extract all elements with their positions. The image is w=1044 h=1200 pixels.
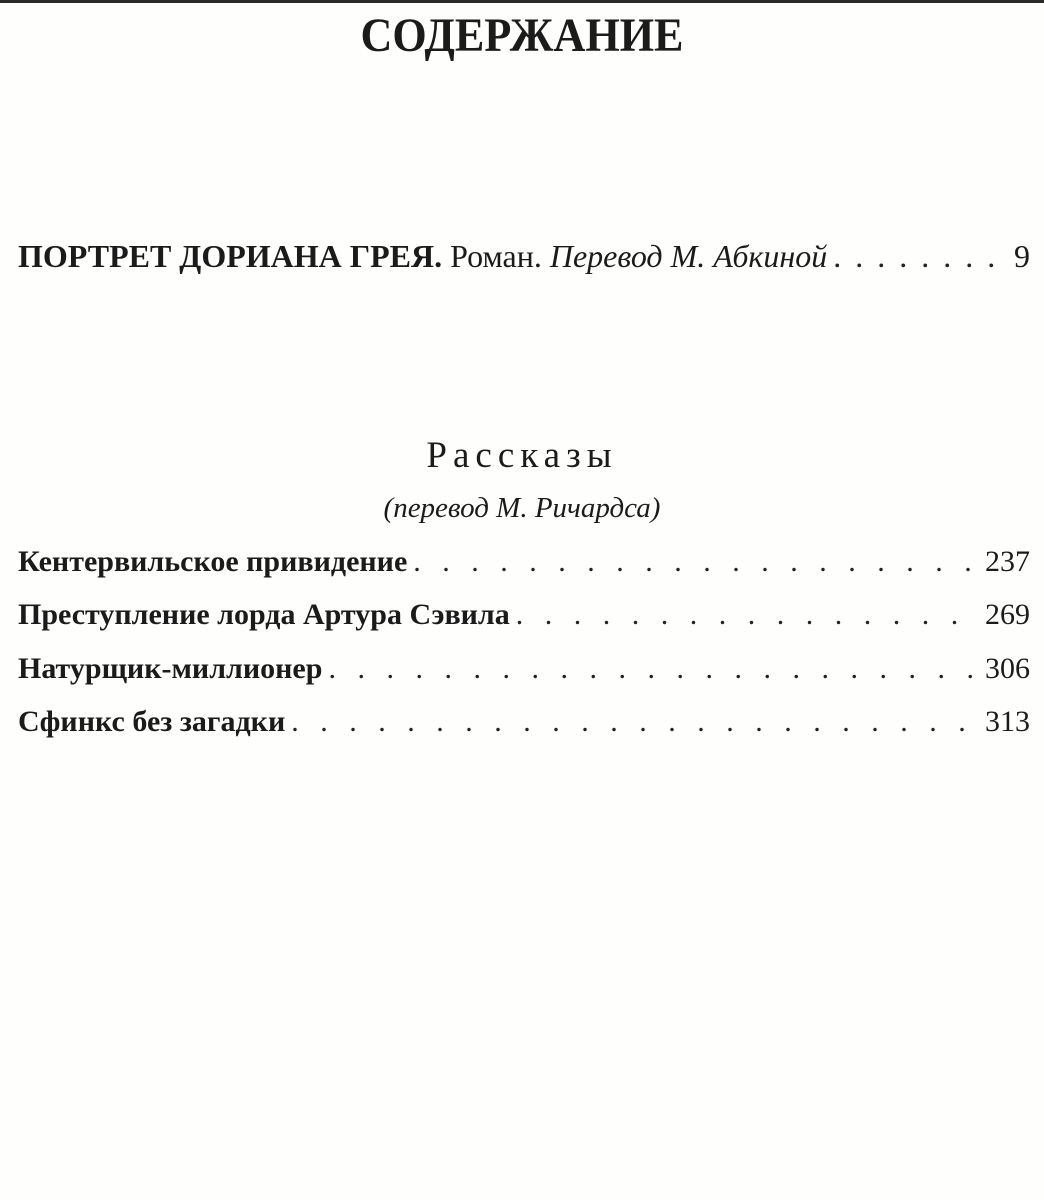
dot-leader (413, 545, 979, 579)
novel-genre: Роман. (450, 238, 542, 274)
page-number: 313 (985, 705, 1030, 738)
dot-leader (328, 652, 979, 686)
novel-title: ПОРТРЕТ ДОРИАНА ГРЕЯ. (18, 238, 443, 274)
page-title: СОДЕРЖАНИЕ (360, 9, 684, 62)
page-edge-divider (0, 0, 1044, 3)
section-translator-note: (перевод М. Ричардса) (383, 492, 661, 524)
page-number: 306 (985, 652, 1030, 685)
dot-leader (833, 238, 1008, 275)
page-number: 269 (985, 598, 1030, 631)
toc-entry-novel[interactable] (18, 238, 1030, 275)
story-title: Преступление лорда Артура Сэвила (18, 598, 510, 631)
dot-leader (291, 705, 979, 739)
toc-entry-story[interactable] (18, 705, 1030, 739)
toc-entry-story[interactable] (18, 598, 1030, 632)
dot-leader (516, 598, 979, 632)
story-title: Кентервильское привидение (18, 545, 408, 578)
story-title: Сфинкс без загадки (18, 705, 286, 738)
novel-translator: Перевод М. Абкиной (549, 238, 828, 274)
toc-entry-story[interactable] (18, 652, 1030, 686)
page-number: 9 (1014, 238, 1030, 274)
page-number: 237 (985, 545, 1030, 578)
section-heading: Рассказы (426, 435, 618, 476)
story-title: Натурщик-миллионер (18, 652, 323, 685)
toc-entry-story[interactable] (18, 545, 1030, 579)
